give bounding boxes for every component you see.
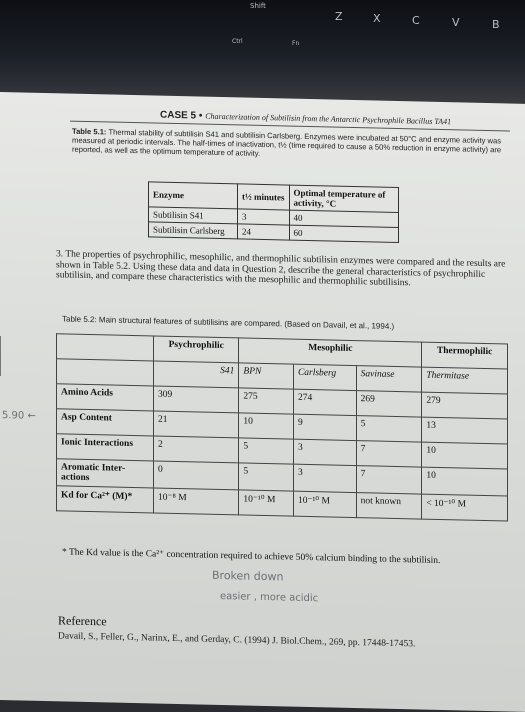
handwritten-line-1: Broken down: [212, 568, 284, 584]
key-ctrl: Ctrl: [232, 38, 243, 45]
table-cell: 5: [356, 416, 422, 442]
keyboard-background: [0, 0, 525, 105]
table-cell: 5: [239, 438, 294, 464]
row-label: Aromatic Inter- actions: [57, 459, 154, 488]
table-cell: 40: [289, 210, 398, 227]
table-cell: 10⁻¹⁰ M: [239, 490, 294, 516]
table-cell: 9: [293, 414, 356, 440]
table1-caption: [72, 127, 512, 164]
table-cell: 10⁻¹⁰ M: [293, 491, 356, 517]
table-cell: 10: [422, 442, 508, 469]
table-cell: Subtilisin S41: [149, 207, 238, 224]
table-cell: 279: [422, 392, 508, 419]
key-z: Z: [335, 10, 343, 23]
handwritten-margin-note: 5.90 ←: [2, 410, 36, 422]
table2-subhead-corner: [57, 359, 154, 386]
group-mesophilic: Mesophilic: [239, 338, 422, 367]
table1-caption-label: Table 5.1:: [72, 126, 107, 137]
handwritten-line-2: easier , more acidic: [220, 590, 319, 605]
table-structural-features: [56, 333, 508, 521]
row-label: Amino Acids: [57, 384, 154, 411]
table2-caption: Table 5.2: Main structural features of subtilisins are compared. (Based on Davail, et al., 1994.): [62, 314, 395, 331]
table-cell: Subtilisin Carlsberg: [149, 222, 238, 239]
table-cell: 3: [293, 464, 356, 492]
footnote: * The Kd value is the Ca²⁺ concentration required to achieve 50% calcium binding to the subtilisin.: [62, 547, 441, 566]
group-psychrophilic: Psychrophilic: [154, 336, 239, 363]
table-thermal-stability: [148, 181, 399, 243]
key-c: C: [412, 14, 420, 27]
table-cell: 274: [293, 389, 356, 415]
subhead-cell: Savinase: [356, 366, 422, 392]
question-3: 3. The properties of psychrophilic, mesophilic, and thermophilic subtilisin enzymes were compared and the results are shown in Table 5.2. Using these data and data in Question 2, describe the general characteristics of psychrophilic subtilisin, and compare these characteristics with the mesophilic and thermophilic subtilisins.: [56, 249, 506, 289]
table1-header-cell: t½ minutes: [238, 184, 290, 210]
paper-page: [0, 92, 525, 712]
key-shift: Shift: [250, 2, 266, 10]
table-cell: 13: [422, 417, 508, 444]
margin-marks: [0, 336, 9, 376]
key-fn: Fn: [292, 40, 300, 47]
row-label: Ionic Interactions: [57, 434, 154, 461]
table-cell: 24: [238, 224, 290, 240]
subhead-cell: S41: [154, 361, 239, 388]
reference-text: Davail, S., Feller, G., Narinx, E., and Gerday, C. (1994) J. Biol.Chem., 269, pp. 17448-17453.: [58, 631, 416, 650]
key-v: V: [452, 16, 460, 29]
table-cell: 309: [154, 386, 239, 413]
subhead-cell: Thermitase: [422, 367, 508, 394]
table-cell: 269: [356, 391, 422, 417]
table-cell: 7: [356, 466, 422, 494]
table1-header-cell: Optimal temperature of activity, °C: [289, 185, 398, 212]
table2-corner-cell: [57, 334, 154, 361]
table-cell: 3: [293, 439, 356, 465]
table1-caption-text: Thermal stability of subtilisin S41 and subtilisin Carlsberg. Enzymes were incubated at 50°C and enzyme activity was measured at periodic intervals. The half-times of inactivation, t½ (time required to cause a 50% reduction in enzyme activity) are reported, as well as the optimum temperature of activity.: [72, 127, 502, 158]
reference-heading: Reference: [58, 613, 107, 629]
table-cell: 275: [239, 388, 294, 414]
table-cell: 10: [422, 467, 508, 496]
case-label: CASE 5 •: [160, 109, 203, 122]
table-cell: 10⁻⁸ M: [154, 488, 239, 515]
subhead-cell: Carlsberg: [293, 364, 356, 390]
table-cell: 2: [154, 436, 239, 463]
table-cell: 7: [356, 441, 422, 467]
group-thermophilic: Thermophilic: [422, 342, 508, 369]
table-cell: 0: [154, 461, 239, 490]
row-label: Asp Content: [57, 409, 154, 436]
case-subtitle: Characterization of Subtilisin from the Antarctic Psychrophile Bacillus TA41: [205, 111, 452, 127]
table-cell: 60: [289, 225, 398, 242]
key-b: B: [492, 18, 500, 31]
row-label: Kd for Ca²⁺ (M)*: [57, 486, 154, 513]
table-cell: 3: [238, 209, 290, 225]
subhead-cell: BPN: [239, 363, 294, 389]
table-cell: < 10⁻¹⁰ M: [422, 494, 508, 521]
table-cell: 5: [239, 463, 294, 491]
key-x: X: [373, 12, 381, 25]
table-cell: 10: [239, 413, 294, 439]
table-cell: not known: [356, 493, 422, 519]
table1-header-cell: Enzyme: [149, 182, 238, 209]
table-cell: 21: [154, 411, 239, 438]
